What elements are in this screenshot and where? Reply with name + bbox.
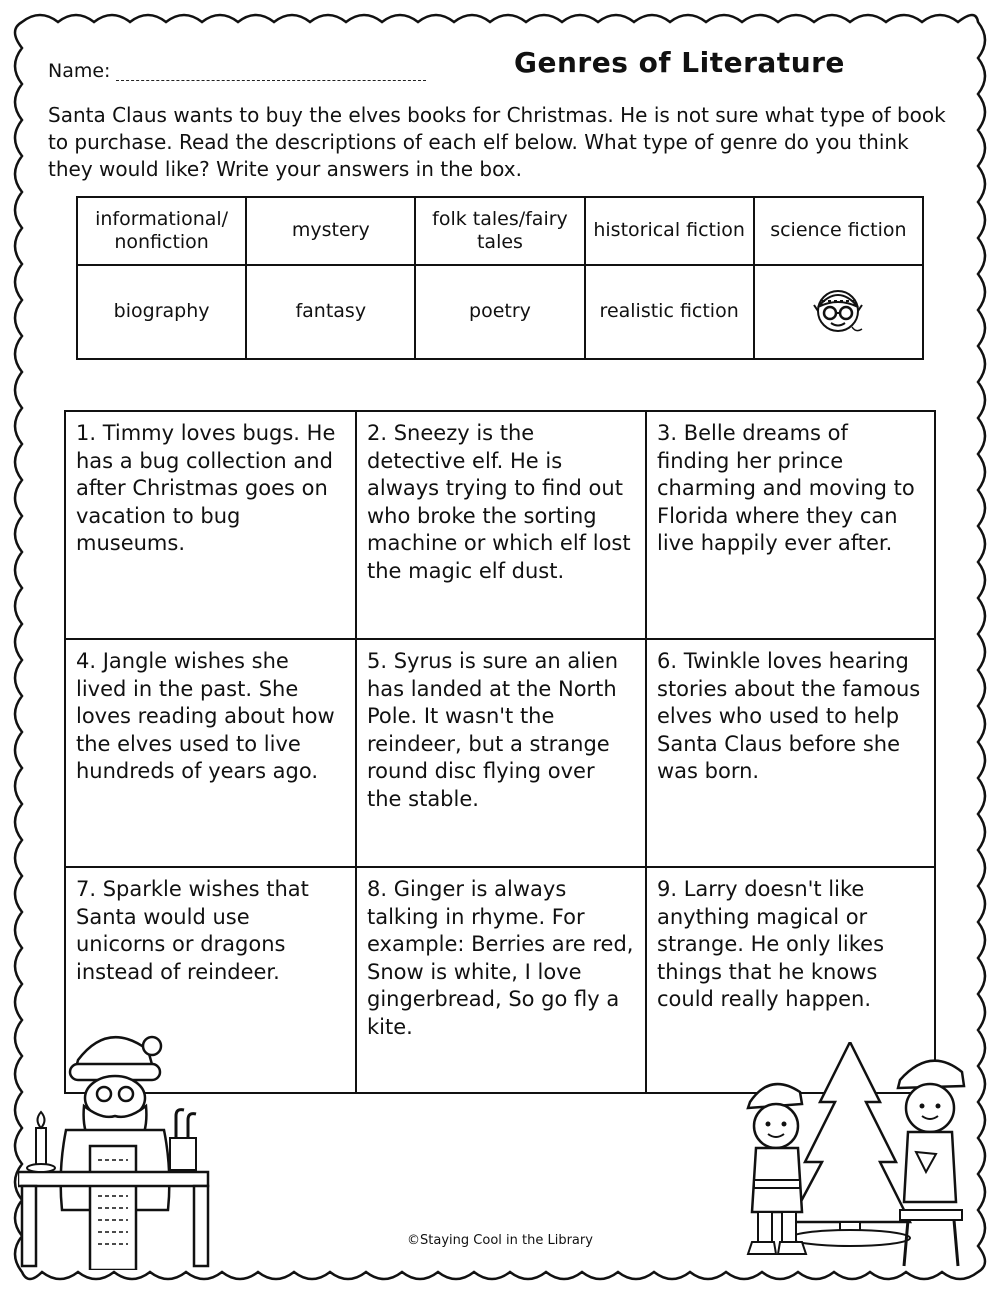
description-cell-7[interactable]: 7. Sparkle wishes that Santa would use unicorns or dragons instead of reindeer. <box>66 868 357 1092</box>
description-cell-3[interactable]: 3. Belle dreams of finding her prince charming and moving to Florida where they can live happily ever after. <box>647 412 934 640</box>
genre-fantasy: fantasy <box>246 265 415 359</box>
genre-science-fiction: science fiction <box>754 197 923 265</box>
description-cell-4[interactable]: 4. Jangle wishes she lived in the past. She loves reading about how the elves used to live hundreds of years ago. <box>66 640 357 868</box>
genre-poetry: poetry <box>415 265 584 359</box>
description-cell-9[interactable]: 9. Larry doesn't like anything magical or strange. He only likes things that he knows could really happen. <box>657 877 885 1011</box>
description-cell-8[interactable]: 8. Ginger is always talking in rhyme. For example: Berries are red, Snow is white, I love gingerbread, So go fly a kite. <box>357 868 647 1092</box>
genre-word-bank <box>76 196 924 360</box>
copyright-notice: ©Staying Cool in the Library <box>407 1233 593 1248</box>
description-cell-5[interactable]: 5. Syrus is sure an alien has landed at the North Pole. It wasn't the reindeer, but a strange round disc flying over the stable. <box>357 640 647 868</box>
instructions: Santa Claus wants to buy the elves books for Christmas. He is not sure what type of book to purchase. Read the descriptions of each elf below. What type of genre do you think they would like? Write your answers in the box. <box>48 103 946 181</box>
genre-biography: biography <box>77 265 246 359</box>
description-cell-6[interactable]: 6. Twinkle loves hearing stories about the famous elves who used to help Santa Claus before she was born. <box>647 640 934 868</box>
description-grid <box>64 410 936 1094</box>
elf-face-cell <box>754 265 923 359</box>
genre-historical-fiction: historical fiction <box>585 197 754 265</box>
name-field[interactable] <box>116 66 426 81</box>
elf-face-icon <box>808 279 868 339</box>
description-cell-1[interactable]: 1. Timmy loves bugs. He has a bug collection and after Christmas goes on vacation to bug museums. <box>66 412 357 640</box>
page-title: Genres of Literature <box>514 46 845 79</box>
name-label: Name: <box>48 60 111 82</box>
description-cell-2[interactable]: 2. Sneezy is the detective elf. He is always trying to find out who broke the sorting machine or which elf lost the magic elf dust. <box>357 412 647 640</box>
genre-informational: informational/ nonfiction <box>77 197 246 265</box>
genre-mystery: mystery <box>246 197 415 265</box>
genre-realistic-fiction: realistic fiction <box>585 265 754 359</box>
genre-folk-tales: folk tales/fairy tales <box>415 197 584 265</box>
